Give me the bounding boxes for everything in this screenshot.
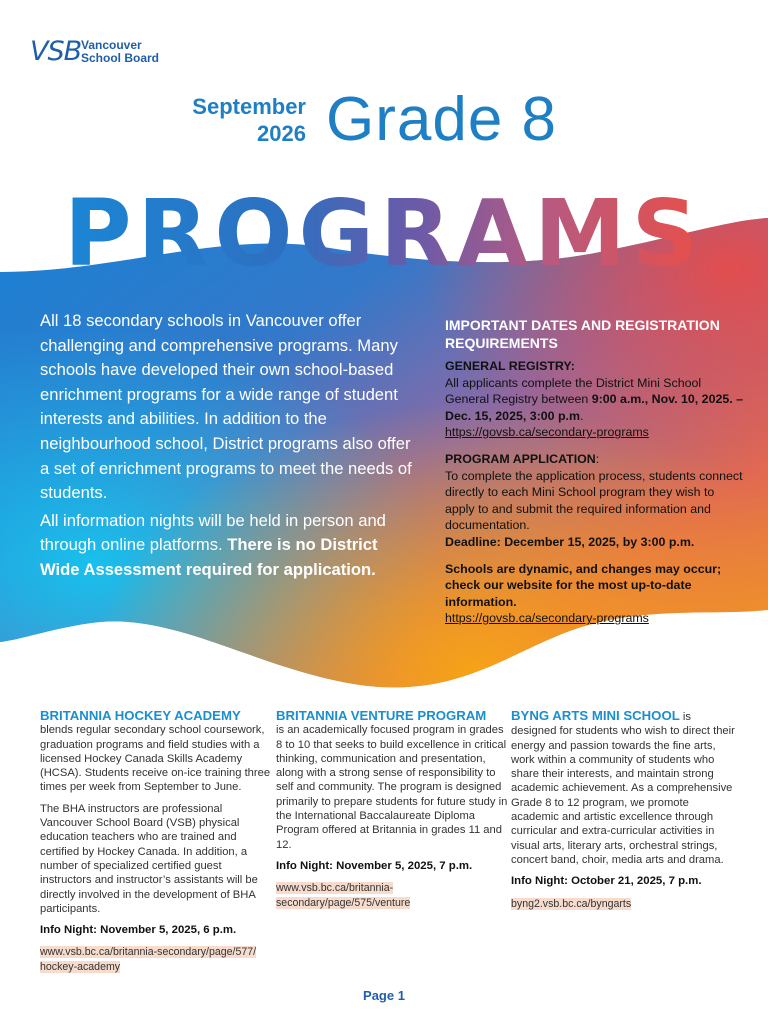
spacer xyxy=(445,441,745,451)
important-dates-panel xyxy=(445,316,745,627)
program-application-colon: : xyxy=(595,451,600,466)
vsb-logo-text xyxy=(81,39,159,65)
program-title: BYNG ARTS MINI SCHOOL xyxy=(511,708,680,723)
general-registry-text xyxy=(445,375,745,425)
program-column-byng xyxy=(511,709,739,912)
program-application-title: PROGRAM APPLICATION xyxy=(445,451,596,466)
program-url[interactable]: byng2.vsb.bc.ca/byngarts xyxy=(511,897,632,910)
intro-paragraph-2 xyxy=(40,509,412,583)
program-description: is designed for students who wish to direct their energy and passion towards the fine arts, work within a community of students who share their interests, and maintain strong academic achievement. As a comprehensive Grade 8 to 12 program, we promote academic and artistic excellence through curricular and extra-curricular activities in visual arts, literary arts, orchestral strings, concert band, choir, media arts and drama. xyxy=(511,711,735,866)
programs-link[interactable]: https://govsb.ca/secondary-programs xyxy=(445,611,649,626)
program-description-2: The BHA instructors are professional Vancouver School Board (VSB) physical education teachers who are trained and certified by Hockey Canada. In addition, a number of specialized certified guest instructors and instructor’s assistants will be directly involved in the development of BHA participants. xyxy=(40,802,258,915)
logo-line-1: Vancouver xyxy=(81,38,142,52)
vsb-logo-mark: VSB xyxy=(30,36,82,67)
logo-line-2: School Board xyxy=(81,51,160,65)
program-description: is an academically focused program in grades 8 to 10 that seeks to build excellence in critical thinking, communication and presentation, along with a strong sense of responsibility to self and community. The program is designed primarily to prepare students for future study in the International Baccalaureate Diploma Program offered at Britannia in grades 11 and 12. xyxy=(276,724,508,851)
program-title: BRITANNIA HOCKEY ACADEMY xyxy=(40,708,241,723)
general-registry-end: . xyxy=(580,408,584,423)
program-description: blends regular secondary school coursework, graduation programs and field studies with a licensed Hockey Canada Skills Academy (HCSA). Students receive on-ice training three times per week from September to June. xyxy=(40,724,271,794)
title-year: 2026 xyxy=(257,121,306,146)
dates-heading: IMPORTANT DATES AND REGISTRATION REQUIREMENTS xyxy=(445,317,720,351)
program-column-venture xyxy=(276,709,508,911)
info-night: Info Night: November 5, 2025, 7 p.m. xyxy=(276,859,473,872)
title-programs: PROGRAMS xyxy=(64,180,704,287)
program-url[interactable]: www.vsb.bc.ca/britannia-secondary/page/577/ hockey-academy xyxy=(40,946,257,974)
dynamic-schools-note: Schools are dynamic, and changes may occur; check our website for the most up-to-date information. xyxy=(445,561,722,609)
info-night: Info Night: November 5, 2025, 6 p.m. xyxy=(40,924,237,937)
title-date xyxy=(192,93,306,147)
intro-text xyxy=(40,309,412,586)
info-night: Info Night: October 21, 2025, 7 p.m. xyxy=(511,875,702,888)
title-month: September xyxy=(192,94,306,119)
program-url[interactable]: www.vsb.bc.ca/britannia-secondary/page/575/venture xyxy=(276,882,411,910)
page-number: Page 1 xyxy=(363,988,405,1003)
intro-paragraph-1: All 18 secondary schools in Vancouver offer challenging and comprehensive programs. Many schools have developed their own school-based enrichment programs for a wide range of student interests and abilities. In addition to the neighbourhood school, District programs also offer a set of enrichment programs to meet the needs of students. xyxy=(40,311,412,503)
program-application-text: To complete the application process, students connect directly to each Mini School program they wish to apply to and submit the required information and documentation. xyxy=(445,468,743,533)
program-title: BRITANNIA VENTURE PROGRAM xyxy=(276,708,487,723)
intro-p2-bold: There is no District Wide Assessment required for application. xyxy=(40,535,378,579)
registry-link[interactable]: https://govsb.ca/secondary-programs xyxy=(445,425,649,440)
general-registry-range: Nov. 10, 2025. – Dec. 15, 2025, 3:00 p.m xyxy=(445,392,744,423)
intro-p2-text: All information nights will be held in person and through online platforms. xyxy=(40,510,386,555)
program-column-hockey xyxy=(40,709,272,975)
application-deadline: Deadline: December 15, 2025, by 3:00 p.m. xyxy=(445,534,695,549)
general-registry-title: GENERAL REGISTRY: xyxy=(445,359,575,373)
general-registry-time: 9:00 a.m., xyxy=(591,392,649,407)
spacer xyxy=(445,551,745,561)
general-registry-desc: All applicants complete the District Mini School General Registry between xyxy=(445,375,702,407)
title-grade: Grade 8 xyxy=(326,85,558,154)
